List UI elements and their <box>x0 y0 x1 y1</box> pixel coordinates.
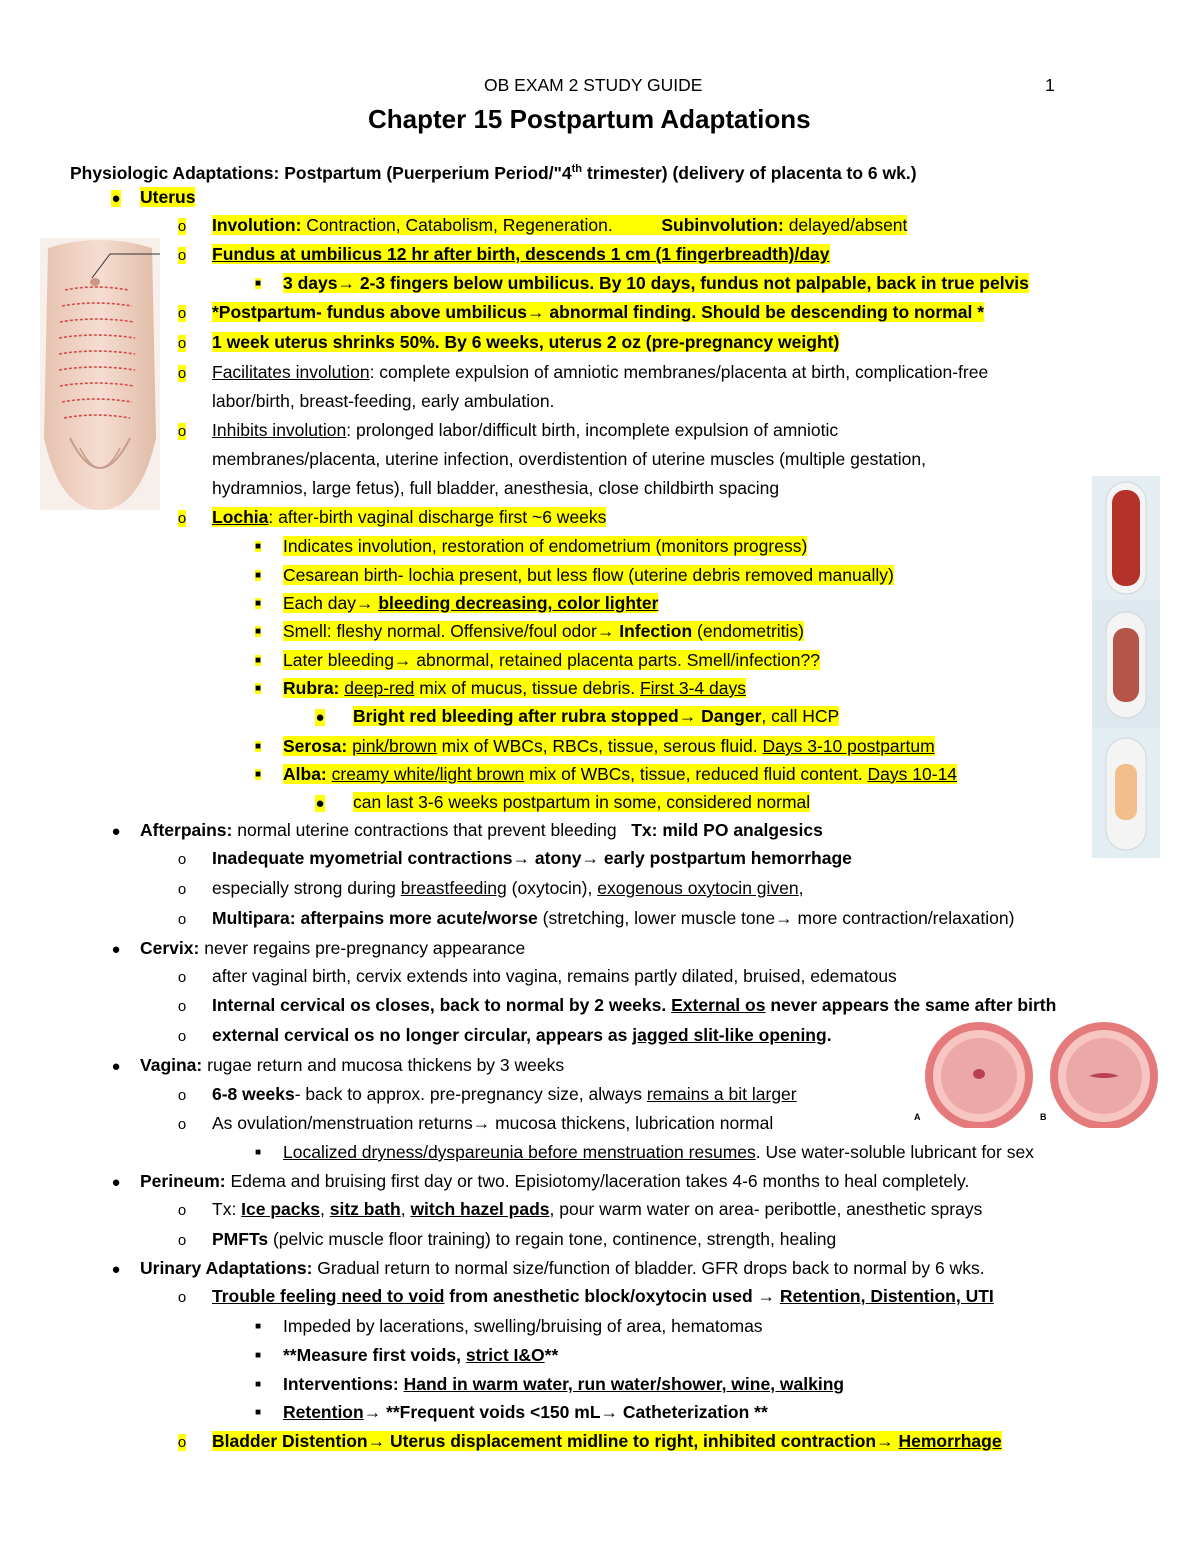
bullet-square: ■ <box>254 626 262 637</box>
bullet-square: ■ <box>254 1379 262 1390</box>
lochia-line: Lochia: after-birth vaginal discharge first ~6 weeks <box>212 507 607 527</box>
fundus-line: Fundus at umbilicus 12 hr after birth, descends 1 cm (1 fingerbreadth)/day <box>212 244 830 264</box>
bullet: ● <box>111 1261 121 1278</box>
postpartum-fundus-line: *Postpartum- fundus above umbilicus→ abnormal finding. Should be descending to normal * <box>212 302 985 322</box>
cervix-label-a: A <box>914 1112 921 1122</box>
lochia-rubra: Rubra: deep-red mix of mucus, tissue debris. First 3-4 days <box>283 678 746 698</box>
urinary-line: Urinary Adaptations: Gradual return to normal size/function of bladder. GFR drops back to normal by 6 wks. <box>140 1258 985 1278</box>
uterus-shrink-line: 1 week uterus shrinks 50%. By 6 weeks, uterus 2 oz (pre-pregnancy weight) <box>212 332 840 352</box>
bullet-square: ■ <box>254 278 262 289</box>
urinary-measure: **Measure first voids, strict I&O** <box>283 1345 559 1365</box>
facilitates-line-2: labor/birth, breast-feeding, early ambulation. <box>212 391 555 411</box>
bullet-o: o <box>177 998 187 1015</box>
bullet-square: ■ <box>254 598 262 609</box>
bullet-o: o <box>177 365 187 382</box>
section-heading <box>70 158 917 182</box>
bullet-square: ■ <box>254 1407 262 1418</box>
bullet-o: o <box>177 1028 187 1045</box>
page-number: 1 <box>1045 75 1055 95</box>
bullet-o: o <box>177 218 187 235</box>
cervix-internal-os: Internal cervical os closes, back to normal by 2 weeks. External os never appears the same after birth <box>212 995 1057 1015</box>
urinary-impeded: Impeded by lacerations, swelling/bruising of area, hematomas <box>283 1316 763 1336</box>
bullet-o: o <box>177 305 187 322</box>
section-heading-post: trimester) (delivery of placenta to 6 wk.) <box>582 162 917 183</box>
cervix-label-b: B <box>1040 1112 1047 1122</box>
bullet-o: o <box>177 911 187 928</box>
facilitates-line: Facilitates involution: complete expulsion of amniotic membranes/placenta at birth, complication-free <box>212 362 989 382</box>
inhibits-line: Inhibits involution: prolonged labor/difficult birth, incomplete expulsion of amniotic <box>212 420 839 440</box>
lochia-bright-red: Bright red bleeding after rubra stopped→ Danger, call HCP <box>353 706 840 726</box>
cervix-line: Cervix: never regains pre-pregnancy appearance <box>140 938 526 958</box>
section-heading-sup: th <box>571 163 583 175</box>
afterpains-inadequate: Inadequate myometrial contractions→ atony→ early postpartum hemorrhage <box>212 848 852 868</box>
afterpains-line: Afterpains: normal uterine contractions that prevent bleeding Tx: mild PO analgesics <box>140 820 823 840</box>
urinary-trouble: Trouble feeling need to void from anesthetic block/oxytocin used → Retention, Distention, UTI <box>212 1286 994 1306</box>
bullet-o: o <box>177 247 187 264</box>
vagina-ovulation: As ovulation/menstruation returns→ mucosa thickens, lubrication normal <box>212 1113 774 1133</box>
bullet: ● <box>111 941 121 958</box>
bullet-o: o <box>177 881 187 898</box>
uterus-heading: Uterus <box>140 187 196 207</box>
fundus-pointer-line <box>90 250 160 280</box>
lochia-alba-sub: can last 3-6 weeks postpartum in some, considered normal <box>353 792 811 812</box>
urinary-bladder-distention: Bladder Distention→ Uterus displacement midline to right, inhibited contraction→ Hemorrhage <box>212 1431 1002 1451</box>
bullet-square: ■ <box>254 741 262 752</box>
perineum-pmft: PMFTs (pelvic muscle floor training) to regain tone, continence, strength, healing <box>212 1229 837 1249</box>
fundus-days-line: 3 days→ 2-3 fingers below umbilicus. By 10 days, fundus not palpable, back in true pelvis <box>283 273 1029 293</box>
vagina-weeks: 6-8 weeks- back to approx. pre-pregnancy size, always remains a bit larger <box>212 1084 797 1104</box>
lochia-each-day: Each day→ bleeding decreasing, color lighter <box>283 593 659 613</box>
urinary-interventions: Interventions: Hand in warm water, run water/shower, wine, walking <box>283 1374 845 1394</box>
bullet-o: o <box>177 1434 187 1451</box>
lochia-smell: Smell: fleshy normal. Offensive/foul odor→ Infection (endometritis) <box>283 621 804 641</box>
lochia-alba: Alba: creamy white/light brown mix of WBCs, tissue, reduced fluid content. Days 10-14 <box>283 764 958 784</box>
lochia-later-bleeding: Later bleeding→ abnormal, retained placenta parts. Smell/infection?? <box>283 650 820 670</box>
doc-header-title: OB EXAM 2 STUDY GUIDE <box>484 75 703 95</box>
inhibits-line-3: hydramnios, large fetus), full bladder, anesthesia, close childbirth spacing <box>212 478 780 498</box>
lochia-serosa: Serosa: pink/brown mix of WBCs, RBCs, tissue, serous fluid. Days 3-10 postpartum <box>283 736 935 756</box>
bullet-o: o <box>177 1232 187 1249</box>
cervix-after: after vaginal birth, cervix extends into vagina, remains partly dilated, bruised, edematous <box>212 966 897 986</box>
section-heading-pre: Physiologic Adaptations: Postpartum (Puerperium Period/"4 <box>70 162 572 183</box>
cervix-illustration-a <box>920 1020 1038 1128</box>
lochia-indicates: Indicates involution, restoration of endometrium (monitors progress) <box>283 536 808 556</box>
bullet: ● <box>111 823 121 840</box>
vagina-line: Vagina: rugae return and mucosa thickens by 3 weeks <box>140 1055 565 1075</box>
bullet: ● <box>111 1058 121 1075</box>
lochia-pads-illustration <box>1092 476 1160 858</box>
vagina-localized-dryness: Localized dryness/dyspareunia before menstruation resumes. Use water-soluble lubricant for sex <box>283 1142 1034 1162</box>
bullet-square: ■ <box>254 769 262 780</box>
bullet-o: o <box>177 1289 187 1306</box>
bullet-square: ■ <box>254 1147 262 1158</box>
bullet: ● <box>315 795 325 812</box>
bullet-square: ■ <box>254 1321 262 1332</box>
bullet-o: o <box>177 1116 187 1133</box>
lochia-cesarean: Cesarean birth- lochia present, but less flow (uterine debris removed manually) <box>283 565 894 585</box>
cervix-external-os: external cervical os no longer circular, appears as jagged slit-like opening. <box>212 1025 832 1045</box>
chapter-title: Chapter 15 Postpartum Adaptations <box>368 104 811 134</box>
bullet-o: o <box>177 969 187 986</box>
bullet-square: ■ <box>254 541 262 552</box>
inhibits-line-2: membranes/placenta, uterine infection, overdistention of uterine muscles (multiple gestation, <box>212 449 926 469</box>
bullet-square: ■ <box>254 683 262 694</box>
perineum-treatment: Tx: Ice packs, sitz bath, witch hazel pads, pour warm water on area- peribottle, anesthetic sprays <box>212 1199 983 1219</box>
urinary-retention: Retention→ **Frequent voids <150 mL→ Catheterization ** <box>283 1402 768 1422</box>
afterpains-strong: especially strong during breastfeeding (oxytocin), exogenous oxytocin given, <box>212 878 804 898</box>
afterpains-multipara: Multipara: afterpains more acute/worse (stretching, lower muscle tone→ more contraction/relaxation) <box>212 908 1015 928</box>
involution-line: Involution: Contraction, Catabolism, Regeneration. Subinvolution: delayed/absent <box>212 215 908 235</box>
cervix-illustration-b <box>1045 1020 1163 1128</box>
bullet-square: ■ <box>254 655 262 666</box>
perineum-line: Perineum: Edema and bruising first day or two. Episiotomy/laceration takes 4-6 months to heal completely. <box>140 1171 970 1191</box>
bullet-o: o <box>177 423 187 440</box>
bullet-square: ■ <box>254 1350 262 1361</box>
bullet: ● <box>111 190 121 207</box>
bullet-o: o <box>177 1087 187 1104</box>
bullet-o: o <box>177 335 187 352</box>
bullet-o: o <box>177 510 187 527</box>
bullet: ● <box>111 1174 121 1191</box>
bullet-o: o <box>177 1202 187 1219</box>
bullet: ● <box>315 709 325 726</box>
bullet-o: o <box>177 851 187 868</box>
bullet-square: ■ <box>254 570 262 581</box>
